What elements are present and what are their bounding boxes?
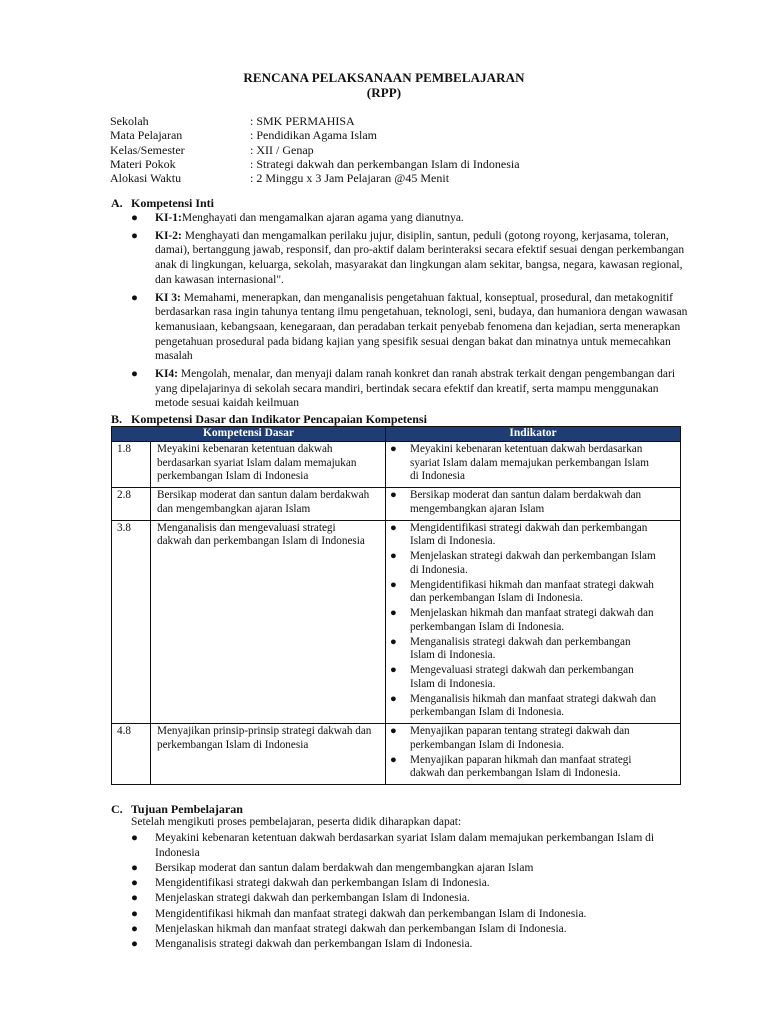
bullet-icon: ●	[131, 368, 138, 381]
list-item	[131, 937, 695, 952]
table-header-row	[112, 427, 681, 442]
bullet-icon: ●	[131, 907, 138, 920]
section-a-heading	[111, 196, 214, 211]
indikator-text: Menjelaskan strategi dakwah dan perkembangan Islam di Indonesia.	[410, 550, 656, 576]
section-c-heading	[111, 802, 243, 817]
bullet-icon: ●	[390, 692, 397, 705]
indikator-item	[390, 692, 658, 720]
indikator-item	[390, 607, 658, 634]
column-header-kd: Kompetensi Dasar	[112, 427, 386, 442]
indikator-item	[390, 550, 658, 577]
kd-text: Meyakini kebenaran ketentuan dakwah berdasarkan syariat Islam dalam memajukan perkembangan Islam di Indonesia	[151, 442, 386, 488]
info-value: : Pendidikan Agama Islam	[250, 128, 377, 143]
tujuan-text: Menjelaskan strategi dakwah dan perkembangan Islam di Indonesia.	[155, 892, 470, 905]
indikator-text: Menyajikan paparan hikmah dan manfaat strategi dakwah dan perkembangan Islam di Indonesia.	[410, 753, 632, 779]
tujuan-text: Menganalisis strategi dakwah dan perkembangan Islam di Indonesia.	[155, 937, 473, 950]
ki-code: KI4:	[155, 368, 178, 381]
column-header-indikator: Indikator	[386, 427, 681, 442]
bullet-icon: ●	[131, 922, 138, 935]
tujuan-text: Mengidentifikasi hikmah dan manfaat strategi dakwah dan perkembangan Islam di Indonesia.	[155, 907, 587, 920]
list-item	[131, 861, 695, 876]
indikator-item	[390, 578, 658, 606]
indikator-cell	[386, 488, 681, 521]
info-value: : Strategi dakwah dan perkembangan Islam di Indonesia	[250, 156, 520, 171]
tujuan-text: Meyakini kebenaran ketentuan dakwah berdasarkan syariat Islam dalam memajukan perkembangan Islam di Indonesia	[155, 832, 655, 859]
bullet-icon: ●	[390, 635, 397, 648]
document-title: RENCANA PELAKSANAAN PEMBELAJARAN	[243, 70, 525, 85]
indikator-item	[390, 725, 658, 752]
ki-code: KI-2:	[155, 229, 182, 242]
indikator-cell	[386, 520, 681, 724]
section-number: B.	[111, 412, 123, 426]
info-label: Kelas/Semester	[110, 142, 185, 157]
bullet-icon: ●	[390, 443, 397, 455]
bullet-icon: ●	[131, 877, 138, 890]
info-row-alokasi-waktu	[110, 171, 520, 185]
ki-code: KI-1:	[155, 212, 182, 224]
info-label: Mata Pelajaran	[110, 128, 183, 143]
list-item	[131, 229, 695, 288]
info-label: Sekolah	[110, 114, 149, 128]
info-row-kelas-semester	[110, 143, 520, 157]
table-row	[112, 724, 681, 785]
info-label: Alokasi Waktu	[110, 171, 182, 186]
indikator-text: Mengevaluasi strategi dakwah dan perkembangan Islam di Indonesia.	[410, 664, 634, 690]
indikator-text: Mengidentifikasi strategi dakwah dan perkembangan Islam di Indonesia.	[410, 521, 648, 547]
tujuan-text: Mengidentifikasi strategi dakwah dan perkembangan Islam di Indonesia.	[155, 877, 490, 890]
list-item	[131, 831, 695, 860]
bullet-icon: ●	[390, 550, 397, 562]
section-number: C.	[111, 802, 123, 816]
info-row-sekolah	[110, 114, 520, 128]
section-title: Tujuan Pembelajaran	[131, 802, 243, 816]
bullet-icon: ●	[131, 832, 138, 844]
ki-text: Mengolah, menalar, dan menyaji dalam ranah konkret dan ranah abstrak terkait dengan pengembangan dari yang dipelajarinya di sekolah secara mandiri, bertindak secara efektif dan kreatif, serta mampu menggunakan metode sesuai kaidah keilmuan	[155, 368, 676, 410]
bullet-icon: ●	[131, 212, 138, 224]
indikator-item	[390, 521, 658, 549]
section-title: Kompetensi Inti	[131, 196, 215, 210]
document-subtitle: (RPP)	[366, 85, 402, 100]
list-item	[131, 291, 695, 365]
kd-text: Menyajikan prinsip-prinsip strategi dakwah dan perkembangan Islam di Indonesia	[151, 724, 386, 785]
info-row-mata-pelajaran	[110, 128, 520, 142]
list-item	[131, 876, 695, 891]
kompetensi-table	[111, 426, 681, 785]
bullet-icon: ●	[131, 861, 138, 874]
indikator-item	[390, 664, 658, 691]
list-item	[131, 891, 695, 906]
list-item	[131, 922, 695, 937]
kd-number: 4.8	[112, 724, 151, 785]
indikator-text: Menyajikan paparan tentang strategi dakwah dan perkembangan Islam di Indonesia.	[410, 725, 630, 751]
bullet-icon: ●	[131, 229, 138, 242]
ki-text: Menghayati dan mengamalkan perilaku jujur, disiplin, santun, peduli (gotong royong, kerjasama, toleran, damai), bertanggung jawab, responsif, dan pro-aktif dalam berinteraksi secara efektif sesuai dengan perkembangan anak di lingkungan, keluarga, sekolah, masyarakat dan lingkungan alam sekitar, bangsa, negara, kawasan regional, dan kawasan internasional".	[155, 229, 685, 286]
tujuan-intro: Setelah mengikuti proses pembelajaran, peserta didik diharapkan dapat:	[131, 816, 462, 828]
ki-code: KI 3:	[155, 291, 181, 304]
bullet-icon: ●	[390, 489, 397, 501]
indikator-text: Menganalisis strategi dakwah dan perkembangan Islam di Indonesia.	[410, 635, 631, 661]
indikator-item	[390, 635, 658, 663]
indikator-cell	[386, 442, 681, 488]
indikator-cell	[386, 724, 681, 785]
indikator-item	[390, 753, 658, 781]
kd-text: Bersikap moderat dan santun dalam berdakwah dan mengembangkan ajaran Islam	[151, 488, 386, 521]
bullet-icon: ●	[131, 937, 138, 950]
kd-number: 3.8	[112, 520, 151, 724]
tujuan-text: Menjelaskan hikmah dan manfaat strategi dakwah dan perkembangan Islam di Indonesia.	[155, 922, 567, 935]
table-row	[112, 520, 681, 724]
kd-number: 2.8	[112, 488, 151, 521]
kd-text: Menganalisis dan mengevaluasi strategi dakwah dan perkembangan Islam di Indonesia	[151, 520, 386, 724]
section-b-heading	[111, 412, 427, 427]
kompetensi-inti-list	[131, 211, 695, 414]
list-item	[131, 367, 695, 411]
list-item	[131, 211, 695, 226]
indikator-text: Mengidentifikasi hikmah dan manfaat strategi dakwah dan perkembangan Islam di Indonesia.	[410, 578, 654, 604]
indikator-text: Menganalisis hikmah dan manfaat strategi dakwah dan perkembangan Islam di Indonesia.	[410, 692, 657, 718]
indikator-text: Meyakini kebenaran ketentuan dakwah berdasarkan syariat Islam dalam memajukan perkembangan Islam di Indonesia	[410, 443, 649, 482]
bullet-icon: ●	[390, 725, 397, 737]
info-row-materi-pokok	[110, 157, 520, 171]
section-title: Kompetensi Dasar dan Indikator Pencapaian Kompetensi	[131, 412, 427, 426]
bullet-icon: ●	[131, 892, 138, 905]
table-row	[112, 488, 681, 521]
bullet-icon: ●	[390, 664, 397, 676]
identity-block	[110, 114, 520, 185]
tujuan-list	[131, 831, 695, 952]
info-label: Materi Pokok	[110, 156, 176, 171]
indikator-text: Menjelaskan hikmah dan manfaat strategi dakwah dan perkembangan Islam di Indonesia.	[410, 607, 654, 633]
info-value: : 2 Minggu x 3 Jam Pelajaran @45 Menit	[250, 171, 450, 186]
info-value: : XII / Genap	[250, 142, 314, 157]
indikator-item	[390, 443, 658, 484]
bullet-icon: ●	[390, 607, 397, 619]
ki-text: Menghayati dan mengamalkan ajaran agama yang dianutnya.	[181, 212, 464, 224]
section-number: A.	[111, 196, 123, 210]
list-item	[131, 907, 695, 922]
ki-text: Memahami, menerapkan, dan menganalisis pengetahuan faktual, konseptual, prosedural, dan metakognitif berdasarkan rasa ingin tahunya tentang ilmu pengetahuan, teknologi, seni, budaya, dan humaniora dengan wawasan kemanusiaan, kebangsaan, kenegaraan, dan peradaban terkait penyebab fenomena dan kejadian, serta menerapkan pengetahuan prosedural pada bidang kajian yang spesifik sesuai dengan bakat dan minatnya untuk memecahkan masalah	[155, 291, 688, 363]
info-value: : SMK PERMAHISA	[250, 114, 355, 128]
indikator-text: Bersikap moderat dan santun dalam berdakwah dan mengembangkan ajaran Islam	[410, 489, 642, 515]
bullet-icon: ●	[131, 291, 138, 304]
indikator-item	[390, 489, 658, 516]
bullet-icon: ●	[390, 753, 397, 766]
table-row	[112, 442, 681, 488]
tujuan-text: Bersikap moderat dan santun dalam berdakwah dan mengembangkan ajaran Islam	[155, 861, 534, 874]
bullet-icon: ●	[390, 521, 397, 534]
bullet-icon: ●	[390, 578, 397, 591]
kd-number: 1.8	[112, 442, 151, 488]
